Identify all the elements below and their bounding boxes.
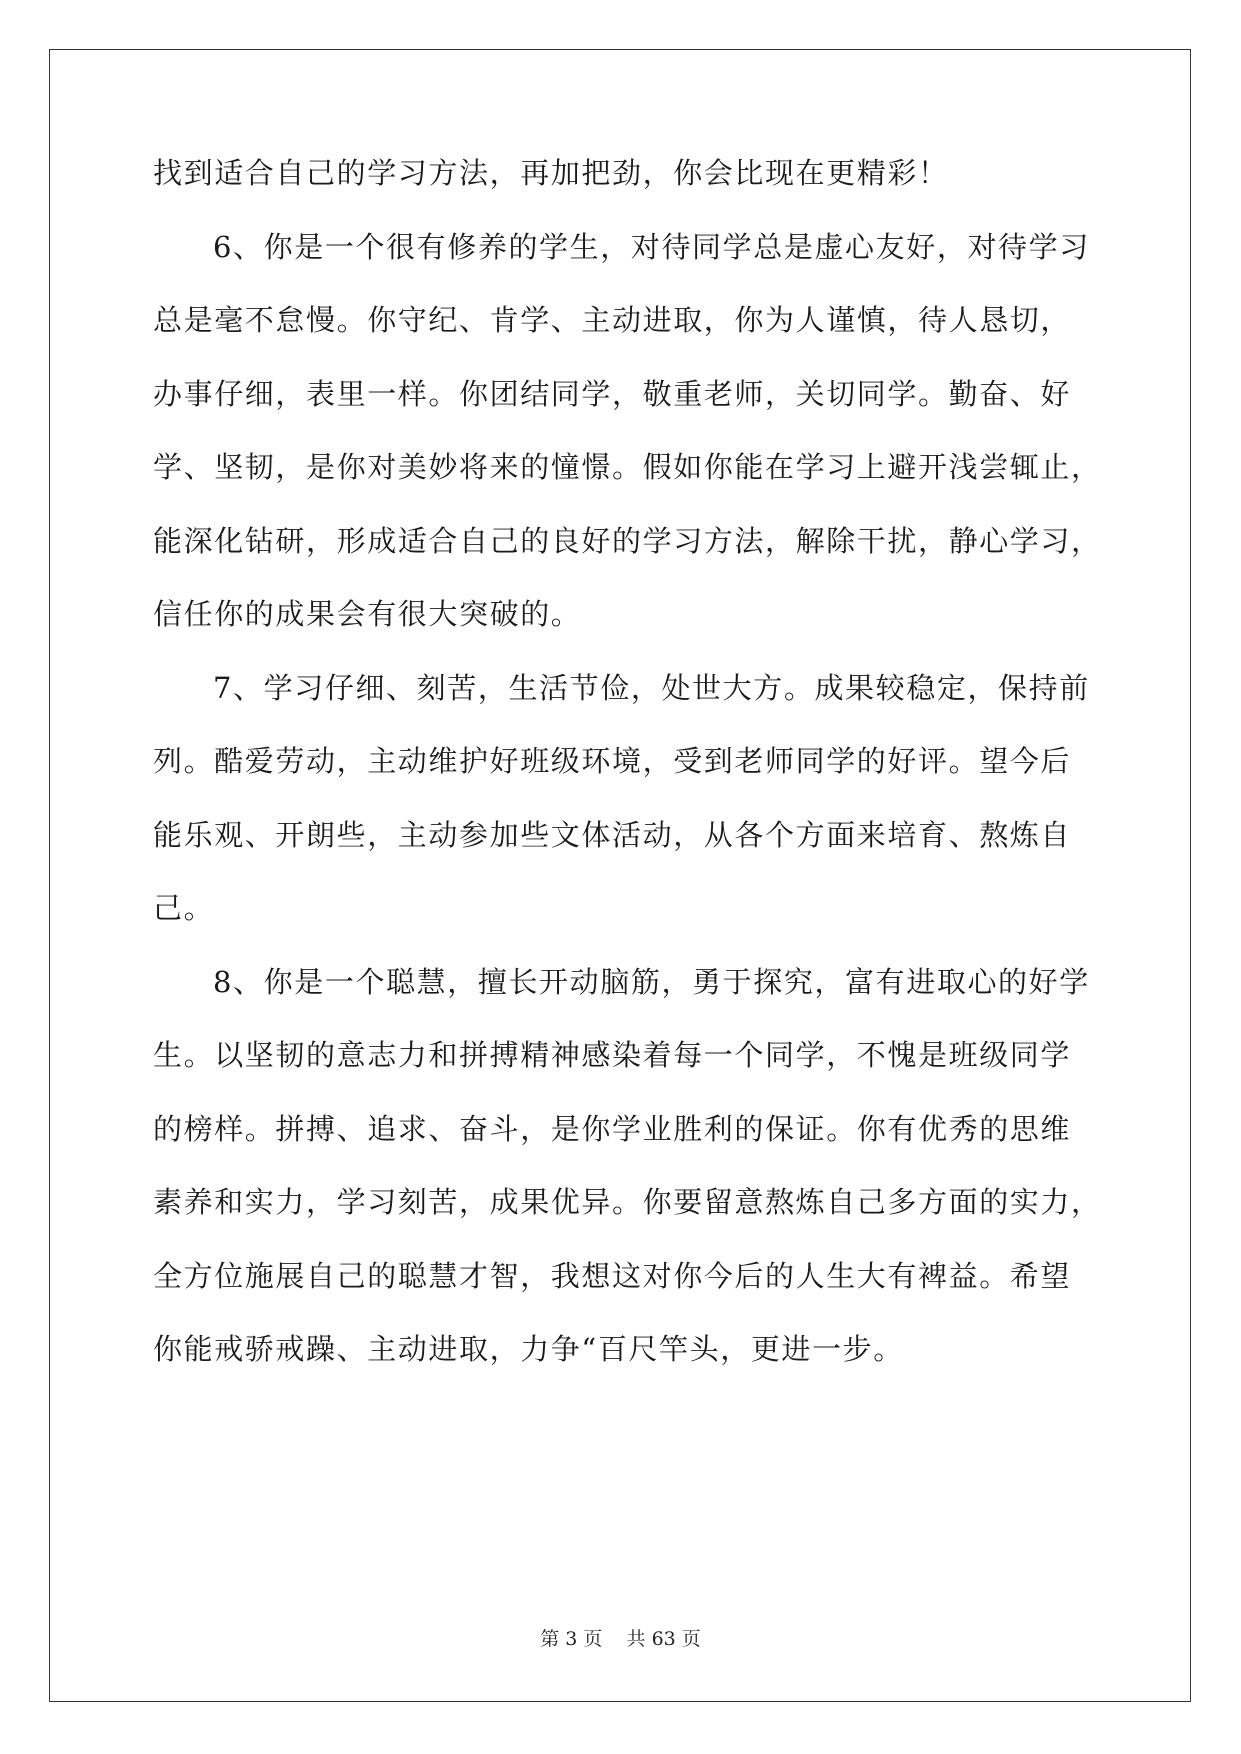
paragraph-7-first-line: 7、学习仔细、刻苦，生活节俭，处世大方。成果较稳定，保持前 xyxy=(213,671,1090,705)
paragraph-8-first-line: 8、你是一个聪慧，擅长开动脑筋，勇于探究，富有进取心的好学 xyxy=(213,965,1090,999)
text-line: 的榜样。拼搏、追求、奋斗，是你学业胜利的保证。你有优秀的思维 xyxy=(153,1112,1072,1146)
text-line: 总是毫不怠慢。你守纪、肯学、主动进取，你为人谨慎，待人恳切， xyxy=(153,303,1072,337)
text-line: 列。酷爱劳动，主动维护好班级环境，受到老师同学的好评。望今后 xyxy=(153,744,1072,778)
text-line: 素养和实力，学习刻苦，成果优异。你要留意熬炼自己多方面的实力， xyxy=(153,1185,1102,1219)
text-line: 能深化钻研，形成适合自己的良好的学习方法，解除干扰，静心学习， xyxy=(153,524,1102,558)
paragraph-6-first-line: 6、你是一个很有修养的学生，对待同学总是虚心友好，对待学习 xyxy=(213,230,1090,264)
text-line: 信任你的成果会有很大突破的。 xyxy=(153,597,582,631)
text-line: 生。以坚韧的意志力和拼搏精神感染着每一个同学，不愧是班级同学 xyxy=(153,1038,1072,1072)
text-line: 能乐观、开朗些，主动参加些文体活动，从各个方面来培育、熬炼自 xyxy=(153,818,1072,852)
text-line: 全方位施展自己的聪慧才智，我想这对你今后的人生大有裨益。希望 xyxy=(153,1259,1072,1293)
page-number-footer: 第 3 页 共 63 页 xyxy=(540,1628,701,1650)
text-line: 学、坚韧，是你对美妙将来的憧憬。假如你能在学习上避开浅尝辄止， xyxy=(153,450,1102,484)
text-line: 找到适合自己的学习方法，再加把劲，你会比现在更精彩！ xyxy=(153,156,949,190)
page-border xyxy=(49,49,1191,1702)
text-line: 己。 xyxy=(153,891,215,925)
text-line: 你能戒骄戒躁、主动进取，力争“百尺竿头，更进一步。 xyxy=(153,1332,904,1366)
text-line: 办事仔细，表里一样。你团结同学，敬重老师，关切同学。勤奋、好 xyxy=(153,377,1072,411)
